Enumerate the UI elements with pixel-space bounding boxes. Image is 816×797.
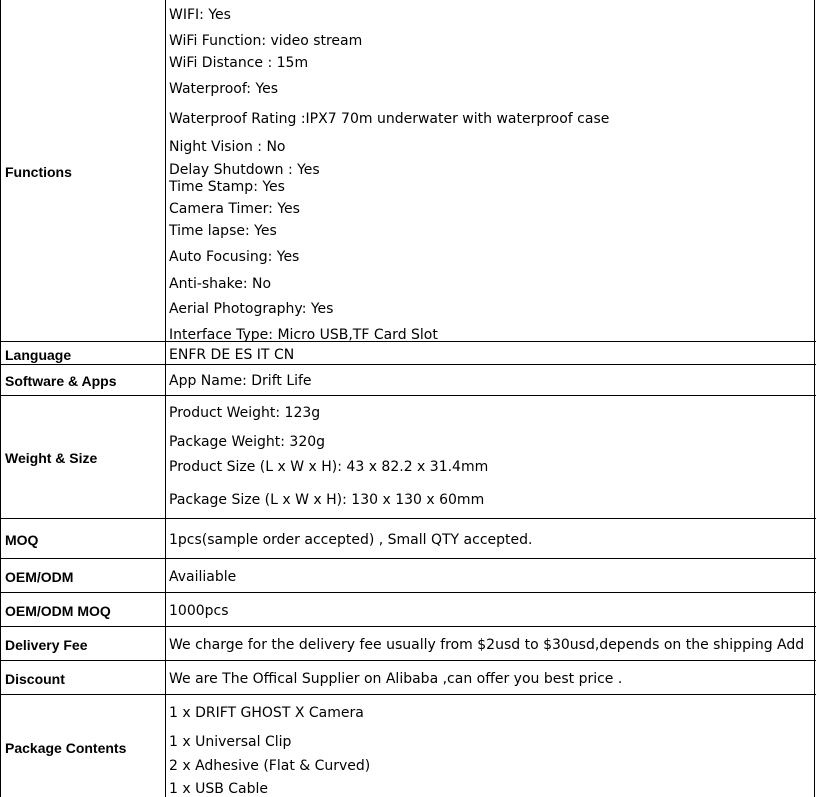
row-label-software-apps: Software & Apps — [5, 373, 117, 389]
value-package-clip: 1 x Universal Clip — [169, 734, 292, 750]
row-label-functions: Functions — [5, 164, 72, 180]
table-row-functions — [0, 0, 816, 342]
value-moq: 1pcs(sample order accepted) , Small QTY accepted. — [169, 532, 533, 548]
value-wifi-function: WiFi Function: video stream — [169, 33, 363, 49]
value-wifi-distance: WiFi Distance : 15m — [169, 55, 309, 71]
table-row-weight-size — [0, 395, 816, 519]
row-label-oem-odm: OEM/ODM — [5, 569, 74, 585]
row-label-discount: Discount — [5, 671, 65, 687]
table-row-oem-odm-moq — [0, 592, 816, 627]
value-interface-type: Interface Type: Micro USB,TF Card Slot — [169, 327, 438, 343]
value-package-camera: 1 x DRIFT GHOST X Camera — [169, 705, 364, 721]
value-discount: We are The Offical Supplier on Alibaba ,can offer you best price . — [169, 671, 623, 687]
value-package-weight: Package Weight: 320g — [169, 434, 326, 450]
value-package-usb-cable: 1 x USB Cable — [169, 781, 269, 797]
value-delay-shutdown: Delay Shutdown : Yes — [169, 162, 320, 178]
table-row-delivery-fee — [0, 626, 816, 661]
value-wifi: WIFI: Yes — [169, 7, 231, 23]
row-label-package-contents: Package Contents — [5, 740, 127, 756]
value-camera-timer: Camera Timer: Yes — [169, 201, 300, 217]
value-night-vision: Night Vision : No — [169, 139, 286, 155]
table-row-discount — [0, 660, 816, 695]
row-label-delivery-fee: Delivery Fee — [5, 637, 88, 653]
value-time-stamp: Time Stamp: Yes — [169, 179, 285, 195]
value-product-size: Product Size (L x W x H): 43 x 82.2 x 31.4mm — [169, 459, 489, 475]
value-aerial-photography: Aerial Photography: Yes — [169, 301, 334, 317]
row-label-moq: MOQ — [5, 532, 39, 548]
value-time-lapse: Time lapse: Yes — [169, 223, 277, 239]
value-package-size: Package Size (L x W x H): 130 x 130 x 60mm — [169, 492, 485, 508]
value-waterproof-rating: Waterproof Rating :IPX7 70m underwater with waterproof case — [169, 111, 610, 127]
value-anti-shake: Anti-shake: No — [169, 276, 272, 292]
value-oem-odm-moq: 1000pcs — [169, 603, 229, 619]
value-delivery-fee: We charge for the delivery fee usually from $2usd to $30usd,depends on the shipping Add — [169, 637, 805, 653]
value-package-adhesive: 2 x Adhesive (Flat & Curved) — [169, 758, 371, 774]
row-label-language: Language — [5, 347, 72, 363]
value-oem-odm: Availiable — [169, 569, 237, 585]
table-row-package-contents — [0, 694, 816, 797]
table-row-oem-odm — [0, 558, 816, 593]
table-row-language — [0, 341, 816, 365]
value-auto-focusing: Auto Focusing: Yes — [169, 249, 300, 265]
value-product-weight: Product Weight: 123g — [169, 405, 321, 421]
table-row-moq — [0, 518, 816, 559]
value-waterproof: Waterproof: Yes — [169, 81, 279, 97]
row-label-oem-odm-moq: OEM/ODM MOQ — [5, 603, 111, 619]
row-label-weight-size: Weight & Size — [5, 450, 98, 466]
value-app-name: App Name: Drift Life — [169, 373, 312, 389]
table-row-software-apps — [0, 364, 816, 396]
value-language: ENFR DE ES IT CN — [169, 347, 295, 363]
